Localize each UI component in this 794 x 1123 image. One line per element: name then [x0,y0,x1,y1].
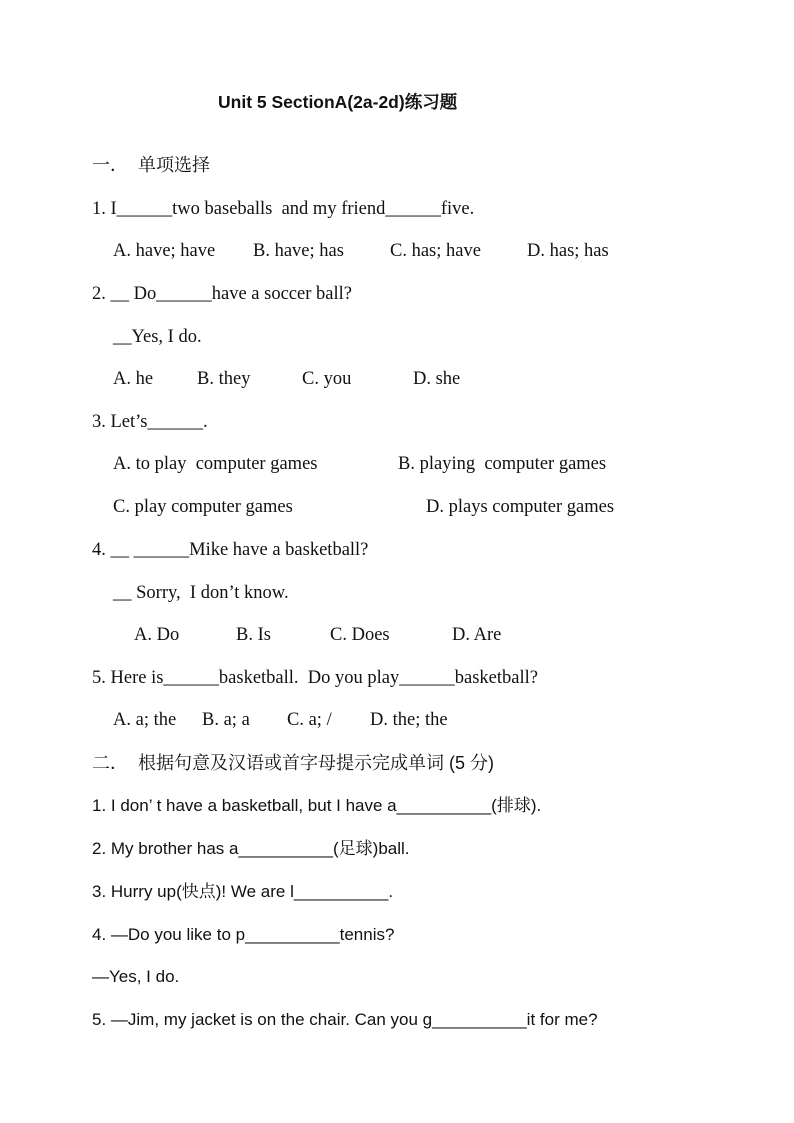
page-title: Unit 5 SectionA(2a-2d)练习题 [218,92,458,112]
fill-item-4: 4. —Do you like to p__________tennis? [92,925,395,944]
q3-option-a: A. to play computer games [113,454,318,474]
fill-item-2: 2. My brother has a__________(足球)ball. [92,839,410,858]
q2-stem: 2. __ Do______have a soccer ball? [92,284,352,304]
q3-option-d: D. plays computer games [426,497,615,517]
q2-option-d: D. she [413,369,461,389]
q1-option-a: A. have; have [113,241,216,261]
q1-option-d: D. has; has [527,241,609,261]
q5-option-c: C. a; / [287,710,332,730]
fill-item-1: 1. I don’ t have a basketball, but I have a__________(排球). [92,796,542,815]
q4-reply: __ Sorry, I don’t know. [113,583,289,603]
q4-option-d: D. Are [452,625,502,645]
q5-option-a: A. a; the [113,710,177,730]
fill-item-4-reply: —Yes, I do. [92,967,180,986]
q1-stem: 1. I______two baseballs and my friend______five. [92,199,475,219]
q4-option-b: B. Is [236,625,271,645]
q1-option-c: C. has; have [390,241,481,261]
q3-stem: 3. Let’s______. [92,412,208,432]
q3-option-b: B. playing computer games [398,454,607,474]
q4-option-a: A. Do [134,625,180,645]
q2-option-c: C. you [302,369,352,389]
q5-option-b: B. a; a [202,710,250,730]
q2-option-b: B. they [197,369,251,389]
q1-option-b: B. have; has [253,241,344,261]
fill-item-5: 5. —Jim, my jacket is on the chair. Can you g__________it for me? [92,1010,598,1029]
q2-reply: __Yes, I do. [113,327,202,347]
section1-heading: 一． 单项选择 [92,155,211,175]
section2-heading: 二． 根据句意及汉语或首字母提示完成单词 (5 分) [92,753,495,773]
fill-item-3: 3. Hurry up(快点)! We are l__________. [92,882,394,901]
q5-stem: 5. Here is______basketball. Do you play______basketball? [92,668,538,688]
q3-option-c: C. play computer games [113,497,293,517]
q4-stem: 4. __ ______Mike have a basketball? [92,540,369,560]
q2-option-a: A. he [113,369,154,389]
q4-option-c: C. Does [330,625,390,645]
q5-option-d: D. the; the [370,710,448,730]
